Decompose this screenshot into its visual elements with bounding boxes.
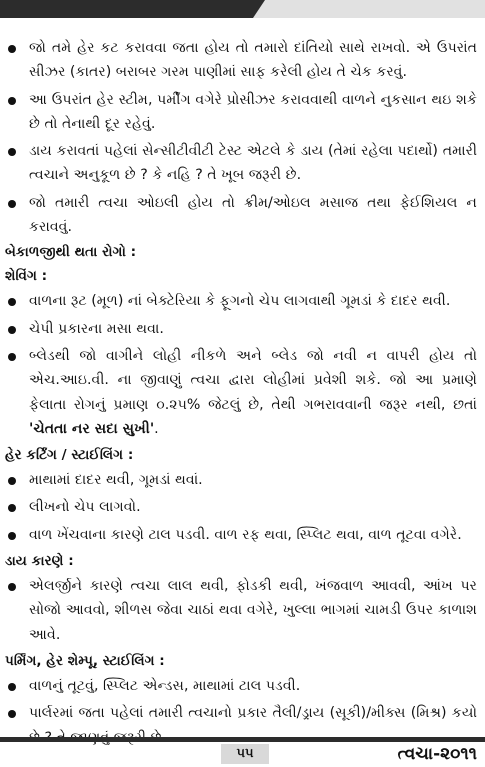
list-item: જો તમે હેર કટ કરાવવા જતા હોય તો તમારો દાંતિયો સાથે રાખવો. એ ઉપરાંત સીઝર (કાતર) બરાબર ગરમ પાણીમાં સાફ કરેલી હોય તે ચેક કરવું. bbox=[5, 36, 477, 85]
article-body bbox=[5, 36, 477, 753]
bullet-icon bbox=[8, 148, 16, 156]
list-item: વાળ ખેંચવાના કારણે ટાલ પડવી. વાળ રફ થવા, સ્પ્લિટ થવા, વાળ તૂટવા વગેરે. bbox=[5, 523, 477, 547]
bullet-icon bbox=[8, 504, 16, 512]
bullet-icon bbox=[8, 532, 16, 540]
top-decorative-bar bbox=[0, 0, 485, 18]
list-item: ચેપી પ્રકારના મસા થવા. bbox=[5, 317, 477, 341]
list-item: માથામાં દાદર થવી, ગૂમડાં થવાં. bbox=[5, 468, 477, 492]
bullet-icon bbox=[8, 200, 16, 208]
bullet-icon bbox=[8, 583, 16, 591]
subheading-perming: પર્મિંગ, હેર શેમ્પૂ, સ્ટાઈલિંગ : bbox=[5, 652, 165, 669]
subheading-shaving: શેવિંગ : bbox=[5, 268, 48, 285]
page-number: ૫૫ bbox=[221, 744, 269, 764]
bullet-icon bbox=[8, 45, 16, 53]
bullet-icon bbox=[8, 298, 16, 306]
list-item: ડાય કરાવતાં પહેલાં સેન્સીટીવીટી ટેસ્ટ એટલે કે ડાય (તેમાં રહેલા પદાર્થો) તમારી ત્વચાને અનુકૂળ છે ? કે નહિ ? તે ખૂબ જરૂરી છે. bbox=[5, 139, 477, 188]
list-item: પાર્લરમાં જતા પહેલાં તમારી ત્વચાનો પ્રકાર તૈલી/ડ્રાય (સૂકી)/મીક્સ (મિશ્ર) કયો bbox=[5, 701, 477, 750]
bullet-icon bbox=[8, 683, 16, 691]
list-item: વાળના રૂટ (મૂળ) નાં બેક્ટેરિયા કે ફૂગનો ચેપ લાગવાથી ગૂમડાં કે દાદર થવી. bbox=[5, 289, 477, 313]
subheading-dye: ડાય કારણે : bbox=[5, 553, 74, 570]
bullet-icon bbox=[8, 353, 16, 361]
proverb-emphasis: 'ચેતતા નર સદા સુખી' bbox=[29, 420, 155, 437]
section-title: બેકાળજીથી થતા રોગો : bbox=[5, 244, 137, 261]
blade-warning-text: બ્લેડથી જો વાગીને લોહી નીકળે અને બ્લેડ જો નવી ન વાપરી હોય તો એચ.આઇ.વી. ના જીવાણું ત્વચા દ્વારા લોહીમાં પ્રવેશી શકે. જો આ પ્રમાણે ફેલાતા રોગનું પ્રમાણ ૦.૨૫% જેટલું છે, તેથી ગભરાવવાની જરૂર નથી, છતાં bbox=[29, 347, 477, 413]
top-bar-wedge bbox=[253, 0, 485, 18]
list-item: લીખનો ચેપ લાગવો. bbox=[5, 495, 477, 519]
list-item: આ ઉપરાંત હેર સ્ટીમ, પર્મીંગ વગેરે પ્રોસીઝર કરાવવાથી વાળને નુકસાન થઇ શકે છે તો તેનાથી દૂર રહેવું. bbox=[5, 88, 477, 137]
publication-title: ત્વચા-૨૦૧૧ bbox=[397, 744, 477, 764]
bullet-icon bbox=[8, 97, 16, 105]
footer-band bbox=[0, 737, 485, 742]
list-item: જો તમારી ત્વચા ઓઇલી હોય તો ક્રીમ/ઓઇલ મસાજ તથા ફેઈશિયલ ન કરાવવું. bbox=[5, 191, 477, 240]
page-footer bbox=[0, 737, 485, 767]
subheading-haircut: હેર કર્ટિંગ / સ્ટાઈલિંગ : bbox=[5, 447, 134, 464]
list-item: વાળનું તૂટવું, સ્પ્લિટ એન્ડસ, માથામાં ટાલ પડવી. bbox=[5, 674, 477, 698]
bullet-icon bbox=[8, 477, 16, 485]
bullet-icon bbox=[8, 710, 16, 718]
list-item: એલર્જીને કારણે ત્વચા લાલ થવી, ફોડકી થવી, ખંજવાળ આવવી, આંખ પર સોજો આવવો, શીળસ જેવા ચાઠાં થવા વગેરે, ખુલ્લા ભાગમાં ચામડી ઉપર કાળાશ આવે. bbox=[5, 574, 477, 647]
bullet-icon bbox=[8, 326, 16, 334]
list-item: બ્લેડથી જો વાગીને લોહી નીકળે અને બ્લેડ જો નવી ન વાપરી હોય તો એચ.આઇ.વી. ના જીવાણું ત્વચા દ્વારા લોહીમાં પ્રવેશી શકે. જો આ પ્રમાણે ફેલાતા રોગનું પ્રમાણ ૦.૨૫% જેટલું છે, તેથી ગભરાવવાની જરૂર નથી, છતાં 'ચેતતા નર સદા સુખી'. bbox=[5, 344, 477, 441]
